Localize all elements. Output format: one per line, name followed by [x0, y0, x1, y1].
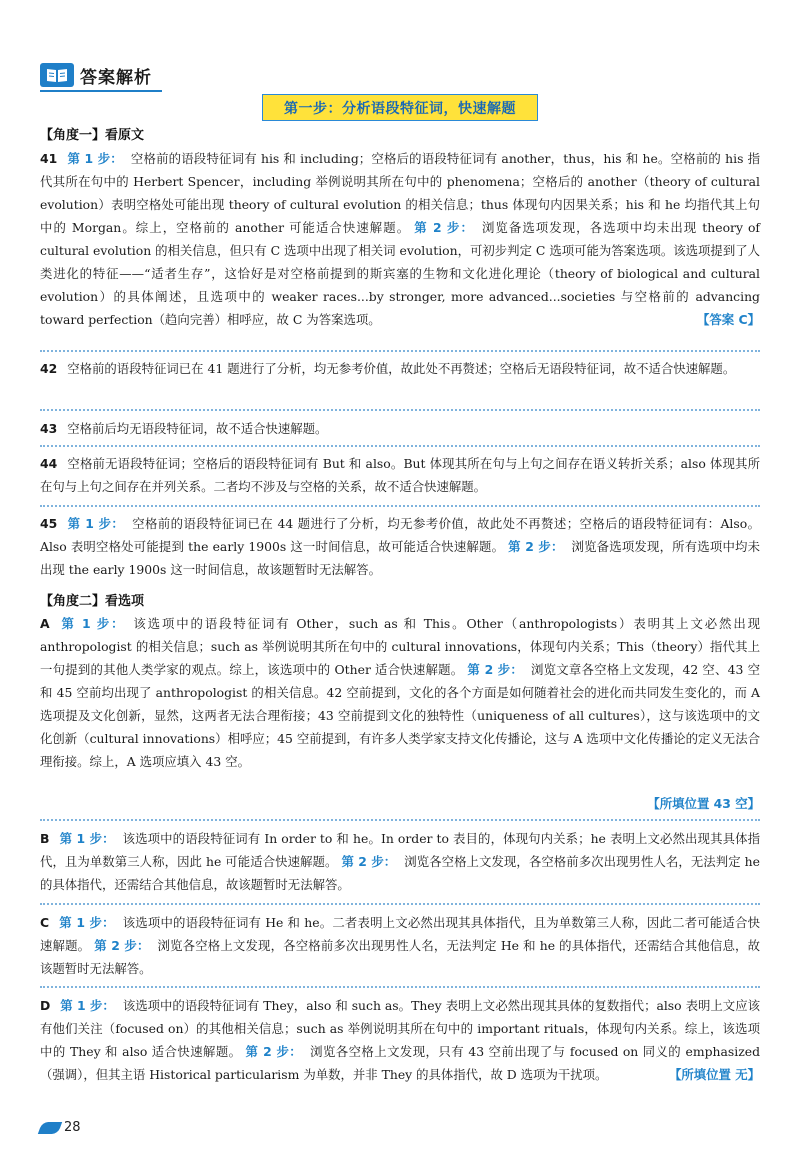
question-number: 43	[40, 421, 58, 436]
step2-label: 第 2 步：	[414, 220, 474, 235]
step2-label: 第 2 步：	[467, 662, 523, 677]
option-letter: A	[40, 616, 50, 631]
option-c	[40, 911, 760, 980]
section-title: 答案解析	[80, 67, 152, 88]
question-44	[40, 452, 760, 498]
question-text: 空格前后均无语段特征词，故不适合快速解题。	[67, 421, 328, 436]
question-number: 42	[40, 361, 58, 376]
question-45	[40, 512, 760, 581]
step2-label: 第 2 步：	[508, 539, 564, 554]
step1-text: 该选项中的语段特征词有 He 和 he。二者表明上文必然出现其具体指代，且为单数第三人称，因此二者可能适合快速解题。	[40, 915, 760, 953]
question-text: 空格前无语段特征词；空格后的语段特征词有 But 和 also。But 体现其所在句与上句之间存在语义转折关系；also 体现其所在句与上句之间存在并列关系。二者均不涉及与空格的关系，故不适合快速解题。	[40, 456, 760, 494]
question-number: 44	[40, 456, 58, 471]
step1-label: 第 1 步：	[67, 516, 125, 531]
divider	[40, 819, 760, 821]
section-header	[40, 62, 152, 88]
option-a	[40, 612, 760, 773]
question-number: 45	[40, 516, 58, 531]
question-41	[40, 147, 760, 331]
angle2-heading: 【角度二】看选项	[40, 594, 145, 609]
page-number: 28	[64, 1120, 81, 1135]
step1-label: 第 1 步：	[59, 915, 115, 930]
question-text: 空格前的语段特征词已在 41 题进行了分析，均无参考价值，故此处不再赘述；空格后无语段特征词，故不适合快速解题。	[67, 361, 736, 376]
step1-text: 该选项中的语段特征词有 Other，such as 和 This。Other（anthropologists）表明其上文必然出现 anthropologist 的相关信息；such as 举例说明其所在句中的 cultural innovations，体现句内关系；This（theory）指代其上一句提到的其他人类学家的观点。综上，该选项中的 Other 适合快速解题。	[40, 616, 760, 677]
step2-text: 浏览文章各空格上文发现，42 空、43 空和 45 空前均出现了 anthropologist 的相关信息。42 空前提到，文化的各个方面是如何随着社会的进化而共同发生变化的，而 A 选项提及文化创新，显然，这两者无法合理衔接；43 空前提到文化的独特性（uniqueness of all cultures），这与该选项中的文化创新（cultural innovations）相呼应；45 空前提到，有许多人类学家支持文化传播论，这与 A 选项中文化传播论的定义无法合理衔接。综上，A 选项应填入 43 空。	[40, 662, 760, 769]
step1-text: 该选项中的语段特征词有 They，also 和 such as。They 表明上文必然出现其具体的复数指代；also 表明上文应该有他们关注（focused on）的其他相关信息；such as 举例说明其所在句中的 important rituals，体现句内关系。综上，该选项中的 They 和 also 适合快速解题。	[40, 998, 760, 1059]
step1-label: 第 1 步：	[67, 151, 123, 166]
header-underline	[40, 90, 162, 92]
step2-text: 浏览各空格上文发现，各空格前多次出现男性人名，无法判定 He 和 he 的具体指代，还需结合其他信息，故该题暂时无法解答。	[40, 938, 760, 976]
answer-tag: 【答案 C】	[697, 312, 760, 327]
question-42	[40, 357, 760, 380]
step1-label: 第 1 步：	[60, 998, 115, 1013]
step2-text: 浏览各空格上文发现，只有 43 空前出现了与 focused on 同义的 emphasized（强调），但其主语 Historical particularism 为单数，并非 They 的具体指代，故 D 选项为干扰项。	[40, 1044, 761, 1082]
step-banner-text: 第一步：分析语段特征词，快速解题	[284, 100, 516, 117]
option-d	[40, 994, 760, 1086]
divider	[40, 986, 760, 988]
divider	[40, 409, 760, 411]
step2-label: 第 2 步：	[341, 854, 397, 869]
open-book-icon	[40, 63, 74, 87]
question-number: 41	[40, 151, 58, 166]
option-letter: D	[40, 998, 51, 1013]
divider	[40, 445, 760, 447]
divider	[40, 505, 760, 507]
option-letter: C	[40, 915, 50, 930]
step2-text: 浏览备选项发现，所有选项中均未出现 the early 1900s 这一时间信息，故该题暂时无法解答。	[40, 539, 761, 577]
step1-label: 第 1 步：	[59, 831, 115, 846]
step2-text: 浏览备选项发现，各选项中均未出现 theory of cultural evolution 的相关信息，但只有 C 选项中出现了相关词 evolution，可初步判定 C 选项可能为答案选项。该选项提到了人类进化的特征——“适者生存”，这恰好是对空格前提到的斯宾塞的生物和文化进化理论（theory of biological and cultural evolution）的具体阐述，且选项中的 weaker races...by stronger, more advanced...societies 与空格前的 advancing toward perfection（趋向完善）相呼应，故 C 为答案选项。	[40, 220, 760, 327]
question-43	[40, 417, 760, 440]
page-marker-icon	[38, 1122, 62, 1134]
page-footer	[40, 1120, 81, 1135]
step1-text: 空格前的语段特征词已在 44 题进行了分析，均无参考价值，故此处不再赘述；空格后的语段特征词有：Also。Also 表明空格处可能提到 the early 1900s 这一时间信息，故可能适合快速解题。	[40, 516, 761, 554]
option-b	[40, 827, 760, 896]
divider	[40, 903, 760, 905]
step2-label: 第 2 步：	[94, 938, 150, 953]
answer-tag: 【所填位置 43 空】	[647, 796, 760, 811]
step1-text: 该选项中的语段特征词有 In order to 和 he。In order to 表目的，体现句内关系；he 表明上文必然出现其具体指代，且为单数第三人称，因此 he 可能适合快速解题。	[40, 831, 761, 869]
step2-text: 浏览各空格上文发现，各空格前多次出现男性人名，无法判定 he 的具体指代，还需结合其他信息，故该题暂时无法解答。	[40, 854, 760, 892]
option-letter: B	[40, 831, 50, 846]
step1-label: 第 1 步：	[59, 616, 126, 631]
divider	[40, 350, 760, 352]
angle1-heading: 【角度一】看原文	[40, 128, 145, 143]
answer-tag: 【所填位置 无】	[668, 1067, 760, 1082]
step-banner	[262, 94, 538, 121]
step2-label: 第 2 步：	[245, 1044, 303, 1059]
step1-text: 空格前的语段特征词有 his 和 including；空格后的语段特征词有 another，thus，his 和 he。空格前的 his 指代其所在句中的 Herbert Spencer，including 举例说明其所在句中的 phenomena；空格后的 another（theory of cultural evolution）表明空格处可能出现 theory of cultural evolution 的相关信息；thus 体现句内因果关系；his 和 he 均指代其上句中的 Morgan。综上，空格前的 another 可能适合快速解题。	[40, 151, 760, 235]
